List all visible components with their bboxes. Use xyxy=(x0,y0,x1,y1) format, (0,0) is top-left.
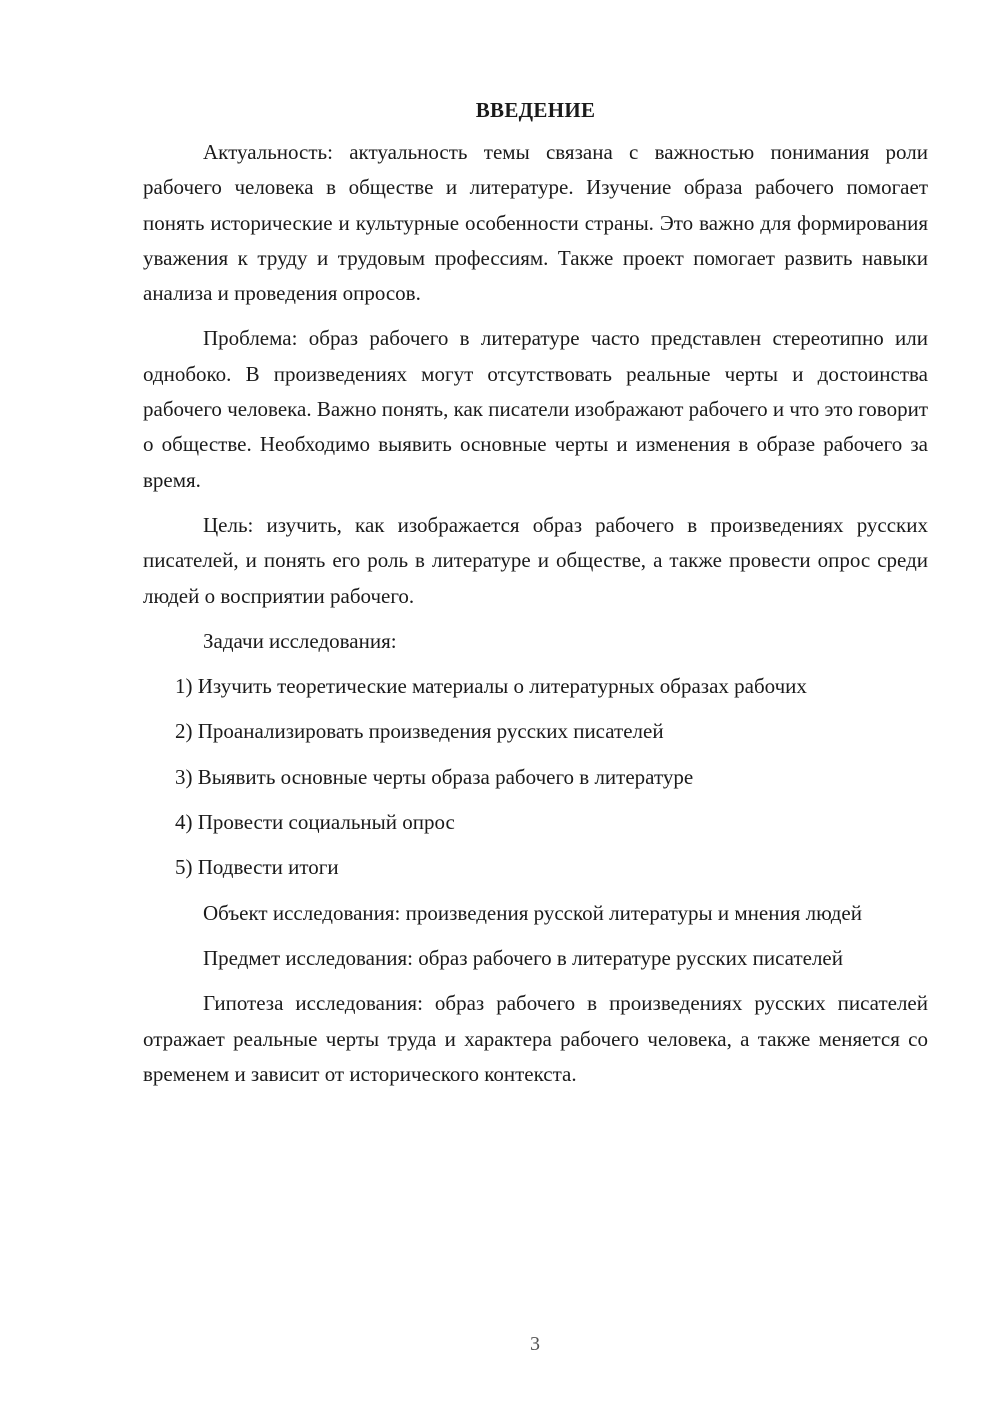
document-page xyxy=(143,95,928,1092)
spacer xyxy=(143,659,928,669)
subject-paragraph: Предмет исследования: образ рабочего в литературе русских писателей xyxy=(203,945,843,970)
section-title: ВВЕДЕНИЕ xyxy=(475,98,596,122)
hypothesis-paragraph: Гипотеза исследования: образ рабочего в произведениях русских писателей отражает реальные черты труда и характера рабочего человека, а также меняется со временем и зависит от исторического контекста. xyxy=(143,991,928,1086)
spacer xyxy=(143,750,928,760)
spacer xyxy=(143,704,928,714)
task-item-3: 3) Выявить основные черты образа рабочего в литературе xyxy=(175,764,694,789)
spacer xyxy=(143,976,928,986)
relevance-paragraph: Актуальность: актуальность темы связана с важностью понимания роли рабочего человека в обществе и литературе. Изучение образа рабочего помогает понять исторические и культурные особенности страны. Это важно для формирования уважения к труду и трудовым профессиям. Также проект помогает развить навыки анализа и проведения опросов. xyxy=(143,140,928,306)
spacer xyxy=(143,614,928,624)
task-item-1: 1) Изучить теоретические материалы о литературных образах рабочих xyxy=(175,674,807,699)
tasks-heading: Задачи исследования: xyxy=(203,628,397,653)
spacer xyxy=(143,886,928,896)
spacer xyxy=(143,931,928,941)
object-paragraph: Объект исследования: произведения русской литературы и мнения людей xyxy=(203,900,862,925)
spacer xyxy=(143,840,928,850)
task-item-5: 5) Подвести итоги xyxy=(175,855,339,880)
task-item-2: 2) Проанализировать произведения русских писателей xyxy=(175,719,664,744)
problem-paragraph: Проблема: образ рабочего в литературе часто представлен стереотипно или однобоко. В произведениях могут отсутствовать реальные черты и достоинства рабочего человека. Важно понять, как писатели изображают рабочего и что это говорит о обществе. Необходимо выявить основные черты и изменения в образе рабочего за время. xyxy=(143,326,928,492)
task-item-4: 4) Провести социальный опрос xyxy=(175,810,455,835)
page-number: 3 xyxy=(530,1333,540,1355)
goal-paragraph: Цель: изучить, как изображается образ рабочего в произведениях русских писателей, и понять его роль в литературе и обществе, а также провести опрос среди людей о восприятии рабочего. xyxy=(143,512,928,608)
spacer xyxy=(143,795,928,805)
spacer xyxy=(143,311,928,321)
spacer xyxy=(143,498,928,508)
